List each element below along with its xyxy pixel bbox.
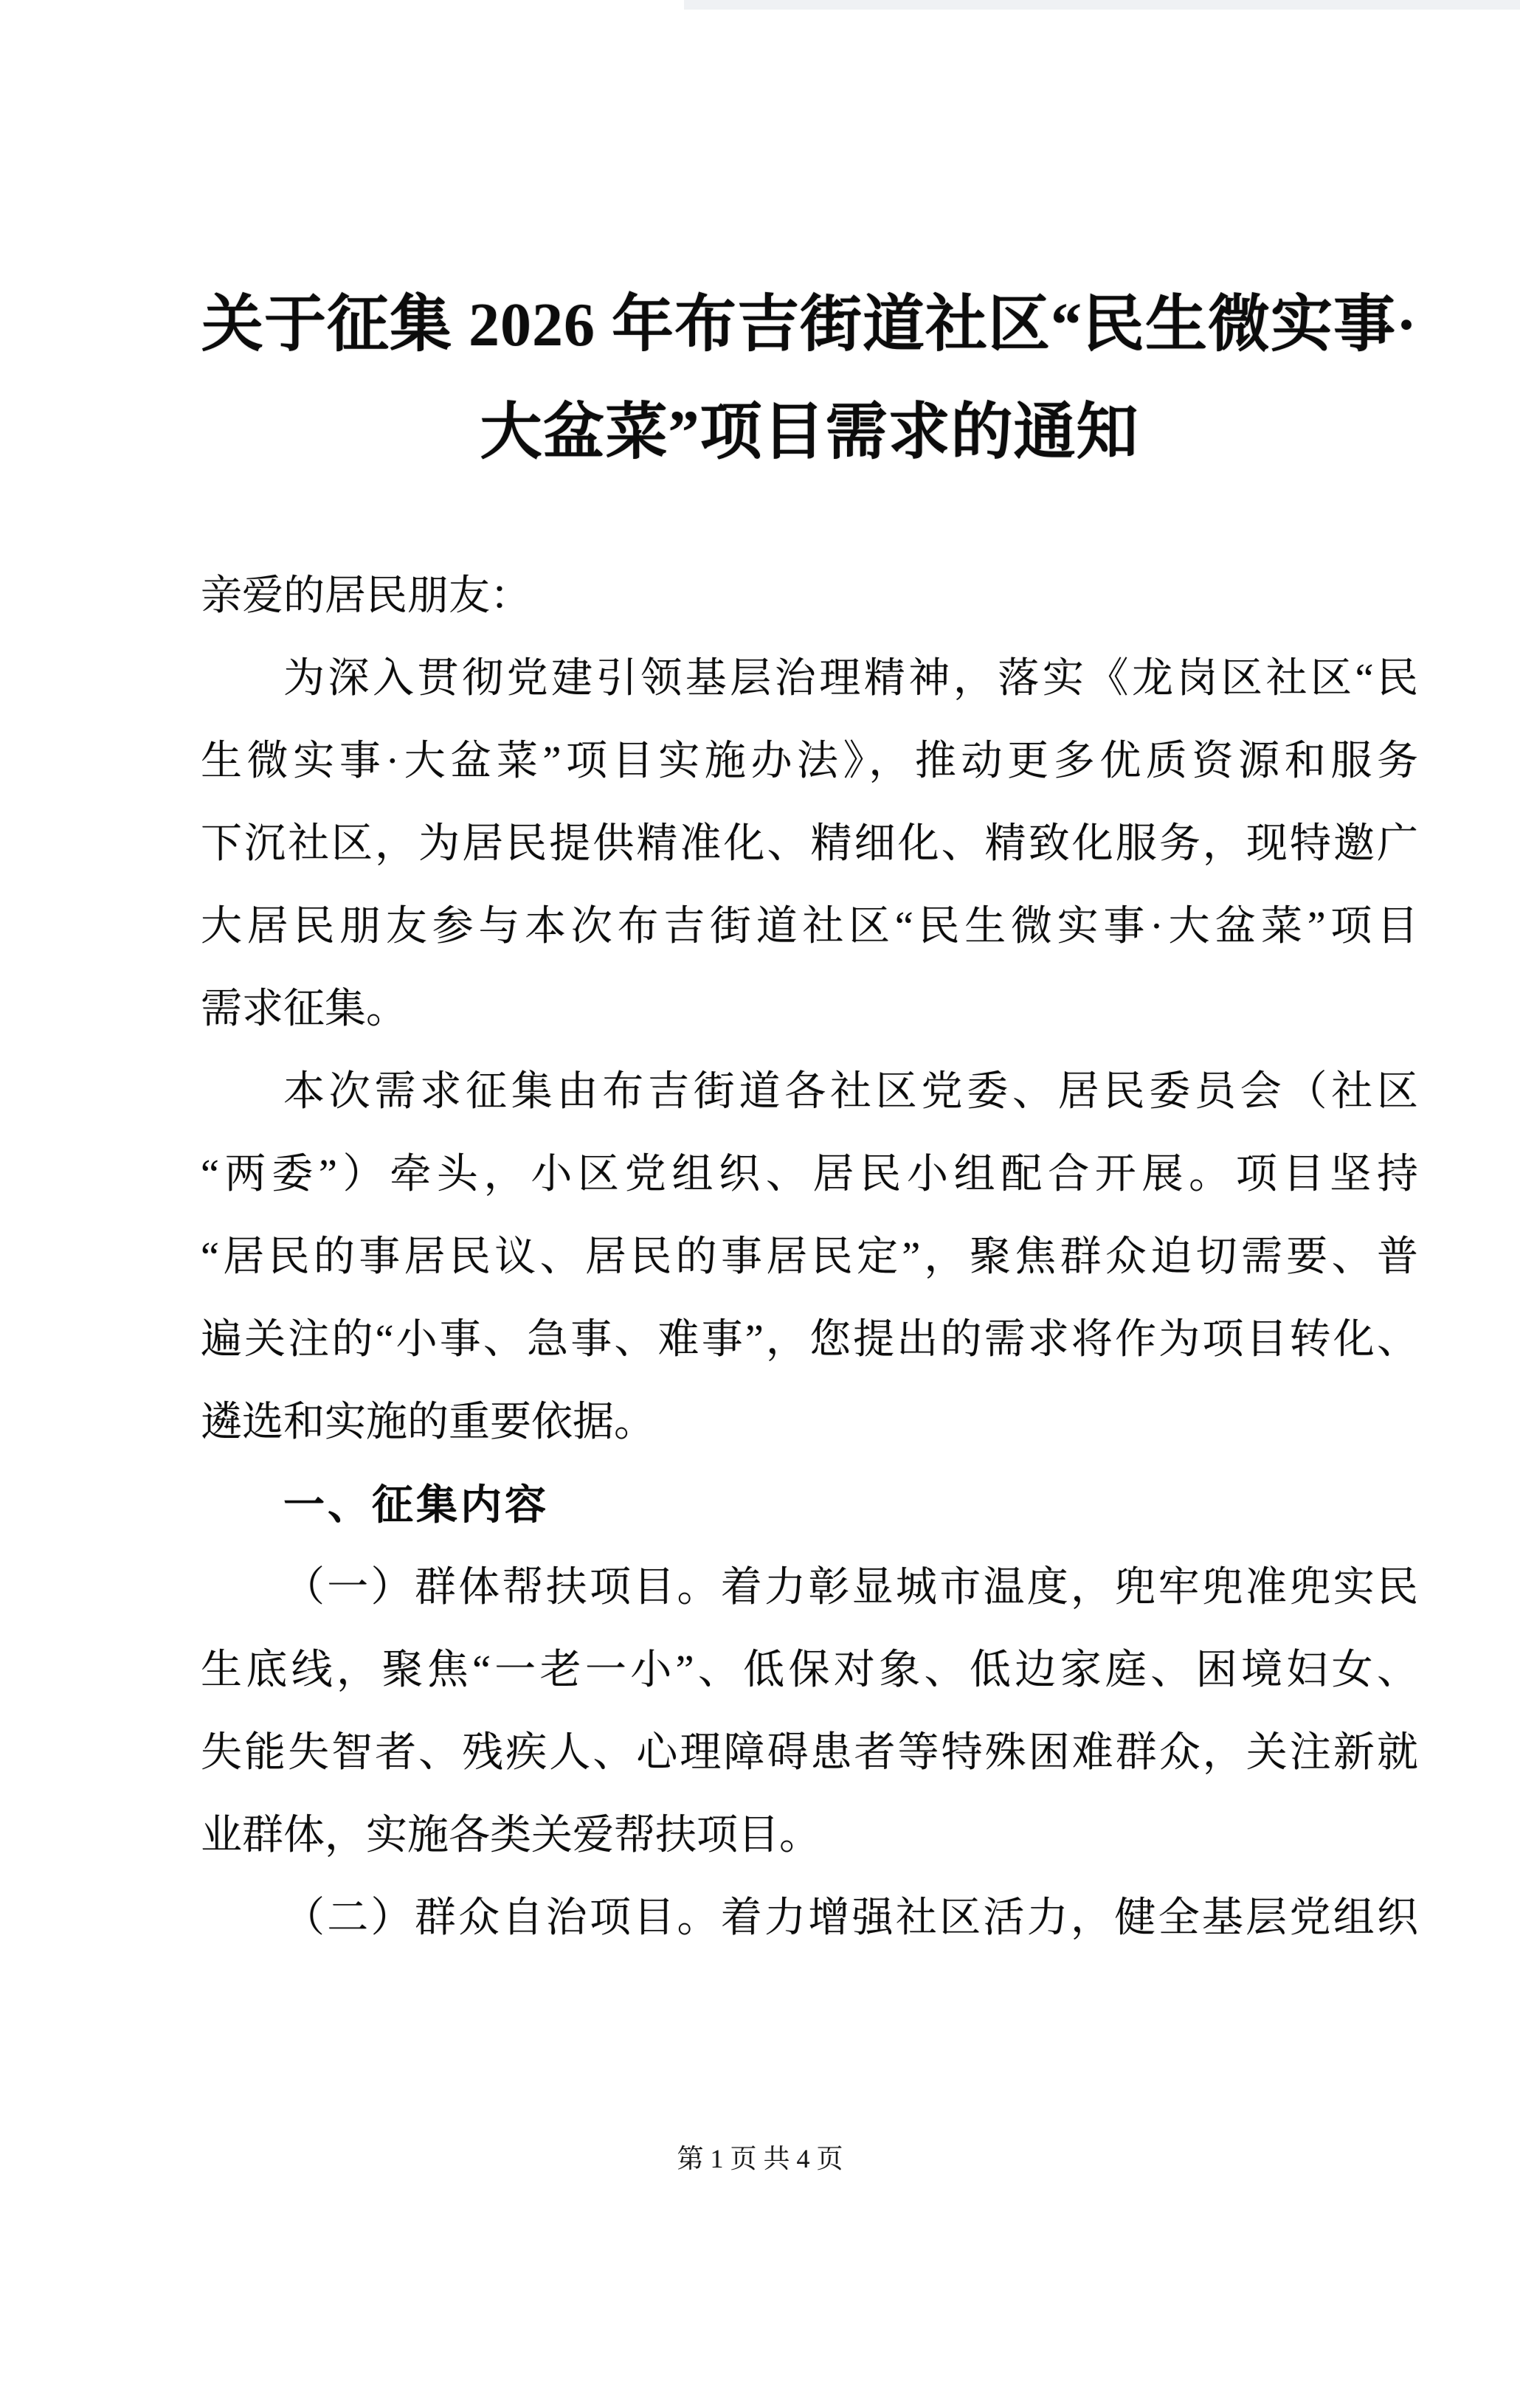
- title-line-2: 大盆菜”项目需求的通知: [480, 398, 1139, 467]
- paragraph-1-line: 为深入贯彻党建引领基层治理精神，落实《龙岗区社区“民: [283, 656, 1418, 702]
- paragraph-2-line: 本次需求征集由布吉街道各社区党委、居民委员会（社区: [283, 1069, 1418, 1115]
- document-content: [201, 0, 1418, 1959]
- section-heading: 一、征集内容: [283, 1481, 549, 1528]
- paragraph-3-line: （一）群体帮扶项目。着力彰显城市温度，兜牢兜准兜实民: [283, 1565, 1418, 1610]
- paragraph-1-line: 需求征集。: [201, 986, 407, 1032]
- page-title: [201, 271, 1418, 487]
- salutation: 亲爱的居民朋友：: [201, 573, 531, 619]
- paragraph-1-line: 大居民朋友参与本次布吉街道社区“民生微实事·大盆菜”项目: [201, 904, 1418, 949]
- paragraph-3-line: 失能失智者、残疾人、心理障碍患者等特殊困难群众，关注新就: [201, 1730, 1418, 1776]
- paragraph-2-line: “居民的事居民议、居民的事居民定”，聚焦群众迫切需要、普: [201, 1234, 1418, 1280]
- paragraph-1-line: 下沉社区，为居民提供精准化、精细化、精致化服务，现特邀广: [201, 821, 1418, 867]
- paragraph-2-line: “两委”）牵头，小区党组织、居民小组配合开展。项目坚持: [201, 1152, 1418, 1197]
- paragraph-2-line: 遍关注的“小事、急事、难事”，您提出的需求将作为项目转化、: [201, 1317, 1418, 1363]
- paragraph-1-line: 生微实事·大盆菜”项目实施办法》，推动更多优质资源和服务: [201, 738, 1418, 784]
- paragraph-3-line: 生底线，聚焦“一老一小”、低保对象、低边家庭、困境妇女、: [201, 1647, 1418, 1693]
- paragraph-2-line: 遴选和实施的重要依据。: [201, 1400, 655, 1445]
- paragraph-4-line: （二）群众自治项目。着力增强社区活力，健全基层党组织: [283, 1895, 1418, 1941]
- paragraph-3-line: 业群体，实施各类关爱帮扶项目。: [201, 1813, 821, 1858]
- title-line-1: 关于征集 2026 年布吉街道社区“民生微实事·: [201, 291, 1417, 359]
- page-number: 第 1 页 共 4 页: [677, 2144, 843, 2173]
